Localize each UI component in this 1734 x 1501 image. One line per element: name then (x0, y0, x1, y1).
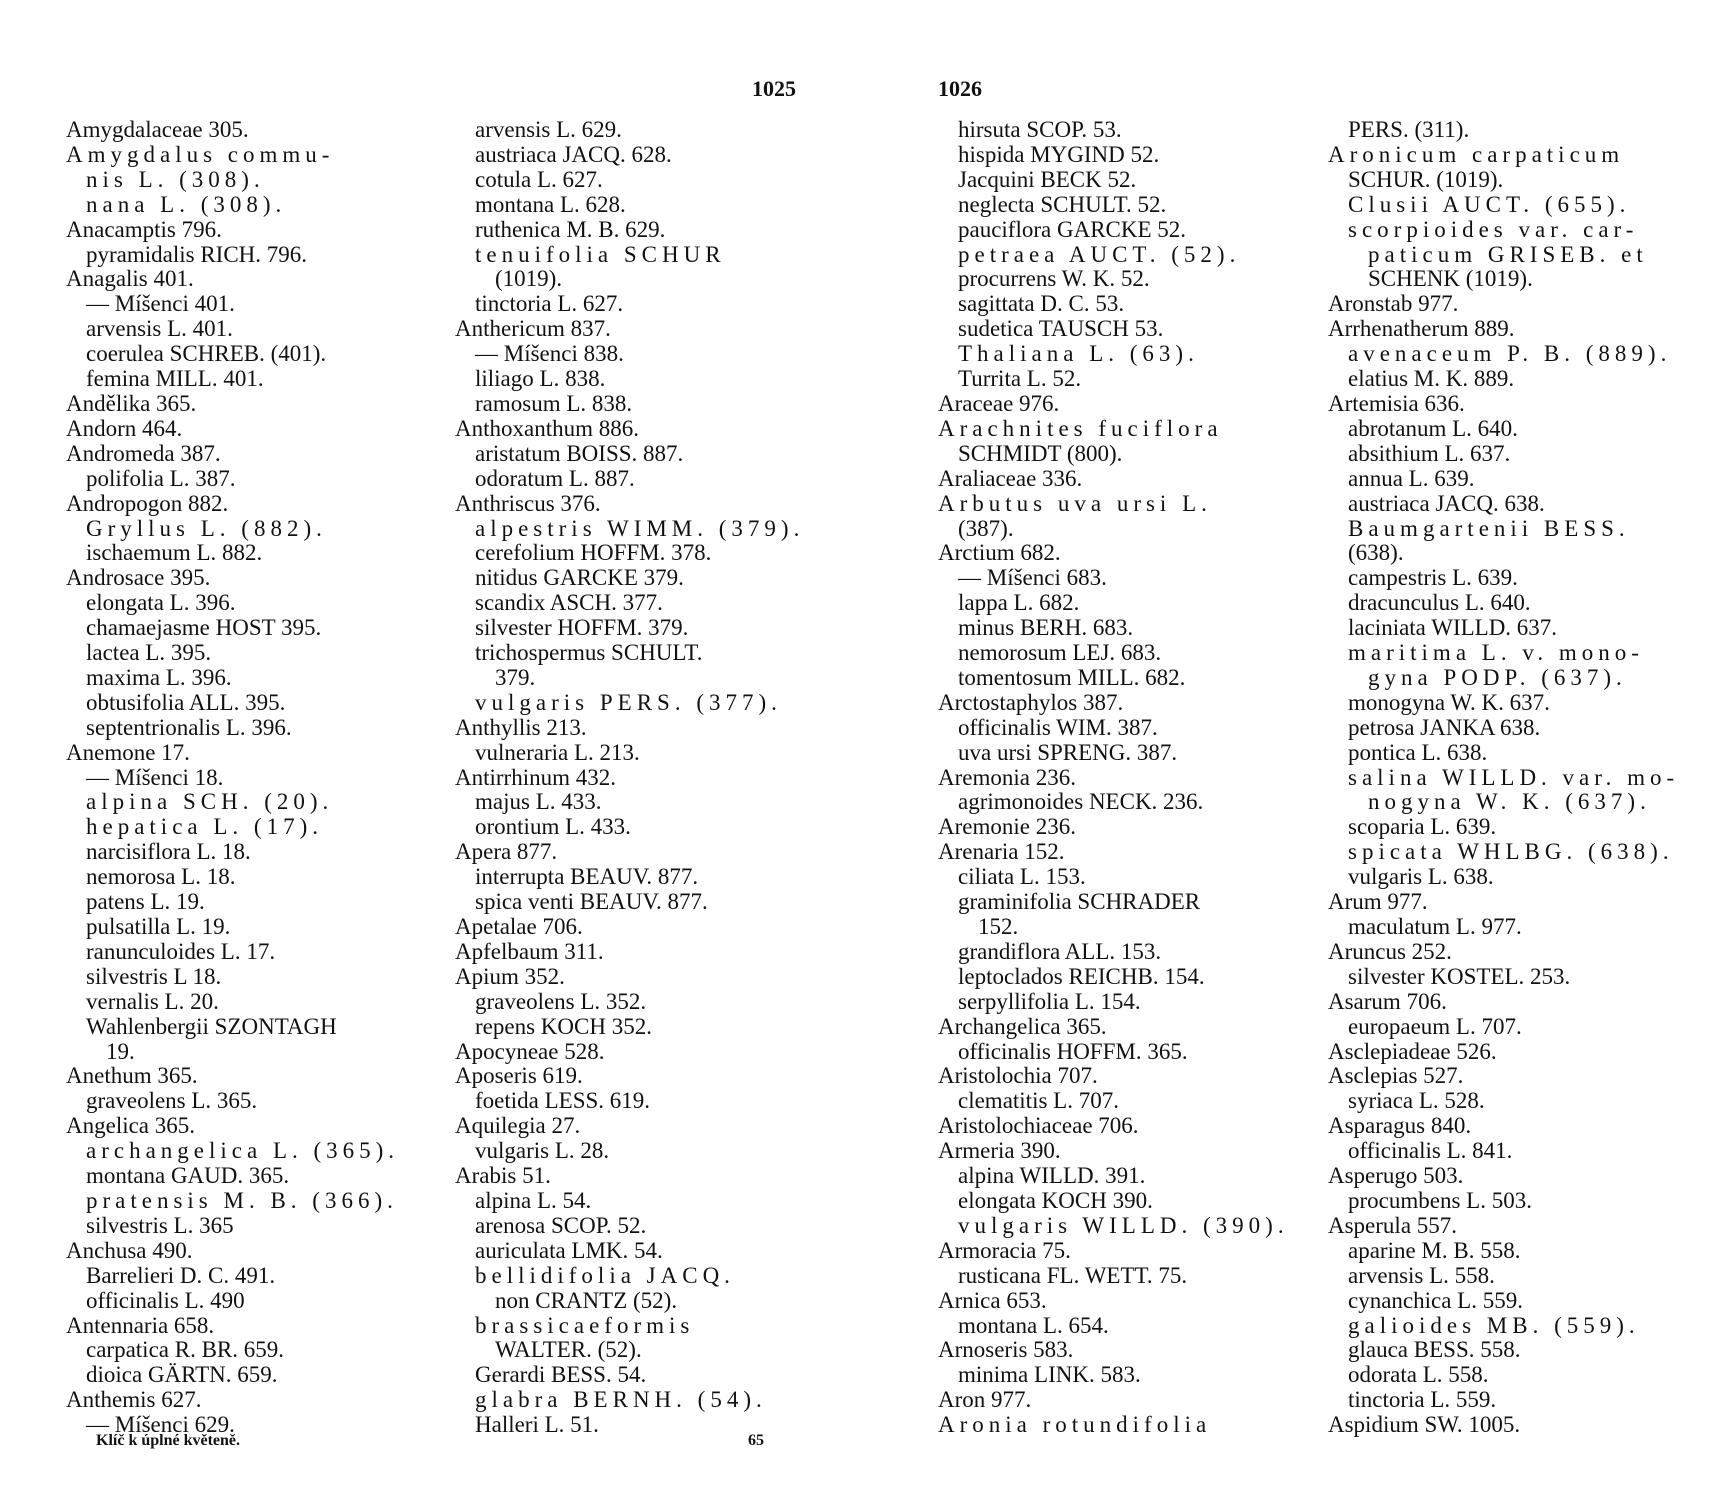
index-entry-species: — Míšenci 683. (958, 565, 1107, 591)
index-entry-genus: Anagalis 401. (66, 266, 194, 292)
index-entry-species: hirsuta SCOP. 53. (958, 117, 1122, 142)
index-entry-genus: Aposeris 619. (455, 1063, 583, 1089)
index-entry-genus: Arctostaphylos 387. (938, 689, 1124, 715)
index-entry-species: aparine M. B. 558. (1348, 1237, 1521, 1263)
index-entry-genus: Andromeda 387. (66, 440, 221, 466)
index-entry-species: serpyllifolia L. 154. (958, 988, 1141, 1014)
index-entry-genus: Araceae 976. (938, 390, 1060, 416)
index-entry-species: hepatica L. (17). (86, 814, 323, 840)
index-entry-species: silvestris L 18. (86, 963, 222, 989)
index-entry-species: (638). (1348, 540, 1404, 566)
index-entry-species: officinalis L. 841. (1348, 1138, 1513, 1164)
index-entry-species: (1019). (495, 266, 563, 292)
index-entry-species: 379. (495, 664, 536, 690)
index-entry-species: silvester KOSTEL. 253. (1348, 963, 1571, 989)
index-entry-species: ischaemum L. 882. (86, 540, 263, 566)
index-entry-species: minus BERH. 683. (958, 615, 1134, 641)
index-entry-species: WALTER. (52). (495, 1337, 642, 1363)
index-entry-species: maritima L. v. mono- (1348, 640, 1644, 666)
index-entry-species: ranunculoides L. 17. (86, 938, 276, 964)
index-entry-species: monogyna W. K. 637. (1348, 689, 1550, 715)
index-entry-species: alpina L. 54. (475, 1187, 592, 1213)
index-entry-species: nis L. (308). (86, 166, 265, 192)
index-column-3 (938, 118, 1308, 1438)
index-entry-species: alpestris WIMM. (379). (475, 515, 805, 541)
index-entry-species: bellidifolia JACQ. (475, 1262, 735, 1288)
index-entry-species: foetida LESS. 619. (475, 1088, 651, 1114)
index-entry-genus: Aronstab 977. (1328, 291, 1459, 317)
index-entry-species: (387). (958, 515, 1014, 541)
index-entry-genus: Anthericum 837. (455, 316, 611, 342)
index-entry-species: arvensis L. 558. (1348, 1262, 1495, 1288)
index-entry-species: glabra BERNH. (54). (475, 1387, 767, 1413)
index-entry-species: liliago L. 838. (475, 366, 606, 392)
index-entry-species: aristatum BOISS. 887. (475, 440, 684, 466)
index-entry-species: vulgaris PERS. (377). (475, 689, 782, 715)
index-entry-genus: Apium 352. (455, 963, 565, 989)
index-entry-species: PERS. (311). (1348, 117, 1470, 142)
index-entry-species: pratensis M. B. (366). (86, 1187, 398, 1213)
index-entry-genus: Arachnites fuciflora (938, 415, 1223, 441)
index-entry-species: officinalis HOFFM. 365. (958, 1038, 1188, 1064)
index-entry-species: SCHUR. (1019). (1348, 166, 1504, 192)
index-entry-species: nogyna W. K. (637). (1368, 789, 1651, 815)
index-entry-genus: Asperula 557. (1328, 1212, 1458, 1238)
index-entry-species: vulgaris L. 638. (1348, 864, 1494, 890)
index-entry-species: 152. (978, 914, 1019, 939)
index-entry-species: polifolia L. 387. (86, 465, 236, 491)
index-entry-species: coerulea SCHREB. (401). (86, 341, 327, 367)
index-entry-species: — Míšenci 401. (86, 291, 235, 317)
index-entry-genus: Aremonie 236. (938, 814, 1076, 840)
index-entry-species: maxima L. 396. (86, 664, 232, 690)
index-entry-species: elongata KOCH 390. (958, 1187, 1153, 1213)
index-entry-species: odoratum L. 887. (475, 465, 635, 491)
index-entry-species: lactea L. 395. (86, 640, 212, 666)
index-entry-genus: Asparagus 840. (1328, 1113, 1472, 1139)
index-entry-species: absithium L. 637. (1348, 440, 1511, 466)
index-entry-species: alpina WILLD. 391. (958, 1163, 1146, 1189)
index-entry-species: repens KOCH 352. (475, 1013, 652, 1039)
index-entry-species: Halleri L. 51. (475, 1412, 599, 1438)
index-entry-species: abrotanum L. 640. (1348, 415, 1518, 441)
index-entry-species: montana L. 654. (958, 1312, 1109, 1338)
index-entry-genus: Andropogon 882. (66, 490, 229, 516)
index-entry-species: — Míšenci 18. (86, 764, 224, 790)
index-entry-genus: Apetalae 706. (455, 914, 583, 939)
index-entry-genus: Arabis 51. (455, 1163, 551, 1189)
index-entry-species: Baumgartenii BESS. (1348, 515, 1630, 541)
index-entry-species: Jacquini BECK 52. (958, 166, 1137, 192)
index-entry-genus: Asclepias 527. (1328, 1063, 1464, 1089)
index-entry-species: galioides MB. (559). (1348, 1312, 1640, 1338)
index-entry-species: arvensis L. 401. (86, 316, 233, 342)
index-entry-genus: Anacamptis 796. (66, 216, 222, 242)
index-entry-species: graveolens L. 365. (86, 1088, 258, 1114)
index-entry-species: pontica L. 638. (1348, 739, 1488, 765)
index-entry-species: — Míšenci 629. (86, 1412, 235, 1438)
index-entry-species: austriaca JACQ. 628. (475, 141, 672, 167)
index-entry-species: europaeum L. 707. (1348, 1013, 1522, 1039)
index-entry-species: vernalis L. 20. (86, 988, 219, 1014)
index-entry-genus: Anemone 17. (66, 739, 190, 765)
index-entry-species: arenosa SCOP. 52. (475, 1212, 647, 1238)
page-number-left: 1025 (752, 76, 796, 101)
index-entry-species: maculatum L. 977. (1348, 914, 1522, 939)
index-entry-species: Wahlenbergii SZONTAGH (86, 1013, 337, 1039)
index-entry-species: auriculata LMK. 54. (475, 1237, 663, 1263)
index-entry-species: patens L. 19. (86, 889, 205, 915)
index-entry-species: SCHENK (1019). (1368, 266, 1533, 292)
index-entry-genus: Antirrhinum 432. (455, 764, 616, 790)
index-entry-genus: Asclepiadeae 526. (1328, 1038, 1497, 1064)
index-entry-species: leptoclados REICHB. 154. (958, 963, 1205, 989)
index-entry-species: spica venti BEAUV. 877. (475, 889, 708, 915)
index-entry-genus: Apocyneae 528. (455, 1038, 605, 1064)
index-entry-genus: Aquilegia 27. (455, 1113, 581, 1139)
index-entry-species: minima LINK. 583. (958, 1362, 1141, 1388)
index-entry-species: silvestris L. 365 (86, 1212, 234, 1238)
index-entry-species: officinalis WIM. 387. (958, 714, 1158, 740)
index-entry-species: ramosum L. 838. (475, 390, 633, 416)
index-entry-species: trichospermus SCHULT. (475, 640, 703, 666)
index-entry-species: arvensis L. 629. (475, 117, 622, 142)
index-entry-species: elongata L. 396. (86, 590, 236, 616)
index-entry-genus: Anthoxanthum 886. (455, 415, 639, 441)
index-entry-species: interrupta BEAUV. 877. (475, 864, 699, 890)
index-entry-genus: Aristolochia 707. (938, 1063, 1098, 1089)
index-entry-genus: Anchusa 490. (66, 1237, 193, 1263)
index-entry-species: tomentosum MILL. 682. (958, 664, 1186, 690)
index-entry-genus: Amygdalus commu- (66, 141, 335, 167)
index-entry-species: ciliata L. 153. (958, 864, 1086, 890)
index-entry-species: septentrionalis L. 396. (86, 714, 292, 740)
index-entry-genus: Arnoseris 583. (938, 1337, 1074, 1363)
index-entry-genus: Arnica 653. (938, 1287, 1047, 1313)
index-entry-species: uva ursi SPRENG. 387. (958, 739, 1178, 765)
index-entry-genus: Armoracia 75. (938, 1237, 1071, 1263)
index-entry-genus: Arrhenatherum 889. (1328, 316, 1515, 342)
index-entry-species: procumbens L. 503. (1348, 1187, 1532, 1213)
index-entry-species: silvester HOFFM. 379. (475, 615, 689, 641)
index-entry-species: tenuifolia SCHUR (475, 241, 726, 267)
index-entry-species: sagittata D. C. 53. (958, 291, 1125, 317)
index-entry-species: lappa L. 682. (958, 590, 1080, 616)
index-entry-genus: Arenaria 152. (938, 839, 1065, 865)
index-entry-species: nitidus GARCKE 379. (475, 565, 684, 591)
index-column-2 (455, 118, 825, 1438)
index-entry-species: montana GAUD. 365. (86, 1163, 290, 1189)
index-entry-species: montana L. 628. (475, 191, 626, 217)
index-entry-species: dioica GÄRTN. 659. (86, 1362, 278, 1388)
index-entry-species: gyna PODP. (637). (1368, 664, 1627, 690)
index-entry-species: paticum GRISEB. et (1368, 241, 1648, 267)
index-entry-genus: Aron 977. (938, 1387, 1032, 1413)
index-entry-species: narcisiflora L. 18. (86, 839, 251, 865)
index-entry-species: scandix ASCH. 377. (475, 590, 663, 616)
index-entry-genus: Aristolochiaceae 706. (938, 1113, 1139, 1139)
index-entry-species: pauciflora GARCKE 52. (958, 216, 1187, 242)
index-entry-species: 19. (106, 1038, 135, 1064)
sheet-number: 65 (748, 1432, 764, 1449)
index-entry-genus: Asarum 706. (1328, 988, 1447, 1014)
printer-signature: Klíč k úplné květeně. (96, 1432, 241, 1449)
index-entry-species: spicata WHLBG. (638). (1348, 839, 1674, 865)
index-entry-species: laciniata WILLD. 637. (1348, 615, 1558, 641)
index-entry-species: annua L. 639. (1348, 465, 1475, 491)
index-entry-species: elatius M. K. 889. (1348, 366, 1515, 392)
index-entry-species: neglecta SCHULT. 52. (958, 191, 1167, 217)
index-entry-species: agrimonoides NECK. 236. (958, 789, 1204, 815)
index-entry-species: tinctoria L. 559. (1348, 1387, 1497, 1413)
index-entry-species: nana L. (308). (86, 191, 287, 217)
index-entry-species: petraea AUCT. (52). (958, 241, 1241, 267)
index-entry-genus: Archangelica 365. (938, 1013, 1107, 1039)
index-entry-species: sudetica TAUSCH 53. (958, 316, 1164, 342)
index-entry-genus: Anthriscus 376. (455, 490, 601, 516)
index-entry-species: cynanchica L. 559. (1348, 1287, 1523, 1313)
index-entry-genus: Apera 877. (455, 839, 558, 865)
index-entry-species: austriaca JACQ. 638. (1348, 490, 1545, 516)
page-number-right: 1026 (938, 76, 982, 101)
index-entry-species: chamaejasme HOST 395. (86, 615, 322, 641)
index-entry-species: graveolens L. 352. (475, 988, 647, 1014)
index-entry-species: clematitis L. 707. (958, 1088, 1119, 1114)
index-entry-genus: Andorn 464. (66, 415, 183, 441)
index-entry-genus: Angelica 365. (66, 1113, 196, 1139)
index-entry-genus: Aremonia 236. (938, 764, 1076, 790)
index-entry-genus: Anthemis 627. (66, 1387, 202, 1413)
index-entry-species: procurrens W. K. 52. (958, 266, 1150, 292)
index-entry-species: grandiflora ALL. 153. (958, 938, 1162, 964)
index-entry-species: pulsatilla L. 19. (86, 914, 231, 939)
index-entry-species: cotula L. 627. (475, 166, 603, 192)
index-entry-species: femina MILL. 401. (86, 366, 264, 392)
index-entry-species: Clusii AUCT. (655). (1348, 191, 1631, 217)
index-entry-species: majus L. 433. (475, 789, 602, 815)
index-entry-species: campestris L. 639. (1348, 565, 1518, 591)
index-entry-genus: Asperugo 503. (1328, 1163, 1464, 1189)
index-entry-species: cerefolium HOFFM. 378. (475, 540, 712, 566)
index-entry-species: Barrelieri D. C. 491. (86, 1262, 276, 1288)
index-entry-species: carpatica R. BR. 659. (86, 1337, 285, 1363)
index-entry-species: ruthenica M. B. 629. (475, 216, 666, 242)
index-entry-species: obtusifolia ALL. 395. (86, 689, 286, 715)
index-entry-species: scorpioides var. car- (1348, 216, 1639, 242)
index-entry-genus: Artemisia 636. (1328, 390, 1465, 416)
index-entry-genus: Anethum 365. (66, 1063, 198, 1089)
index-entry-genus: Arum 977. (1328, 889, 1428, 915)
index-entry-species: vulneraria L. 213. (475, 739, 640, 765)
index-column-4 (1328, 118, 1698, 1438)
index-entry-species: archangelica L. (365). (86, 1138, 400, 1164)
index-entry-species: vulgaris WILLD. (390). (958, 1212, 1289, 1238)
index-entry-species: hispida MYGIND 52. (958, 141, 1160, 167)
index-entry-genus: Aruncus 252. (1328, 938, 1452, 964)
index-entry-species: rusticana FL. WETT. 75. (958, 1262, 1188, 1288)
index-entry-genus: Antennaria 658. (66, 1312, 215, 1338)
index-entry-genus: Andělika 365. (66, 390, 197, 416)
index-entry-genus: Anthyllis 213. (455, 714, 587, 740)
index-entry-species: avenaceum P. B. (889). (1348, 341, 1672, 367)
index-entry-species: non CRANTZ (52). (495, 1287, 678, 1313)
index-entry-genus: Aronicum carpaticum (1328, 141, 1625, 167)
index-entry-genus: Armeria 390. (938, 1138, 1061, 1164)
index-entry-genus: Apfelbaum 311. (455, 938, 604, 964)
index-entry-genus: Aronia rotundifolia (938, 1412, 1212, 1438)
index-entry-species: brassicaeformis (475, 1312, 695, 1338)
index-entry-species: officinalis L. 490 (86, 1287, 245, 1313)
index-entry-genus: Arbutus uva ursi L. (938, 490, 1212, 516)
index-entry-genus: Arctium 682. (938, 540, 1061, 566)
index-entry-species: — Míšenci 838. (475, 341, 624, 367)
index-entry-genus: Androsace 395. (66, 565, 211, 591)
index-entry-species: glauca BESS. 558. (1348, 1337, 1521, 1363)
index-entry-species: Gryllus L. (882). (86, 515, 327, 541)
index-entry-genus: Aspidium SW. 1005. (1328, 1412, 1521, 1438)
index-entry-species: odorata L. 558. (1348, 1362, 1489, 1388)
index-entry-genus: Amygdalaceae 305. (66, 117, 249, 142)
index-entry-species: salina WILLD. var. mo- (1348, 764, 1680, 790)
index-entry-species: petrosa JANKA 638. (1348, 714, 1541, 740)
index-entry-species: syriaca L. 528. (1348, 1088, 1485, 1114)
index-entry-species: SCHMIDT (800). (958, 440, 1123, 466)
index-entry-species: dracunculus L. 640. (1348, 590, 1531, 616)
index-entry-genus: Araliaceae 336. (938, 465, 1083, 491)
index-entry-species: vulgaris L. 28. (475, 1138, 610, 1164)
index-entry-species: alpina SCH. (20). (86, 789, 334, 815)
index-entry-species: tinctoria L. 627. (475, 291, 624, 317)
index-entry-species: Turrita L. 52. (958, 366, 1082, 392)
index-entry-species: nemorosa L. 18. (86, 864, 236, 890)
index-entry-species: orontium L. 433. (475, 814, 631, 840)
index-entry-species: Gerardi BESS. 54. (475, 1362, 647, 1388)
index-entry-species: pyramidalis RICH. 796. (86, 241, 308, 267)
index-entry-species: graminifolia SCHRADER (958, 889, 1201, 915)
index-column-1 (66, 118, 436, 1438)
index-entry-species: nemorosum LEJ. 683. (958, 640, 1162, 666)
index-entry-species: Thaliana L. (63). (958, 341, 1199, 367)
index-entry-species: scoparia L. 639. (1348, 814, 1497, 840)
